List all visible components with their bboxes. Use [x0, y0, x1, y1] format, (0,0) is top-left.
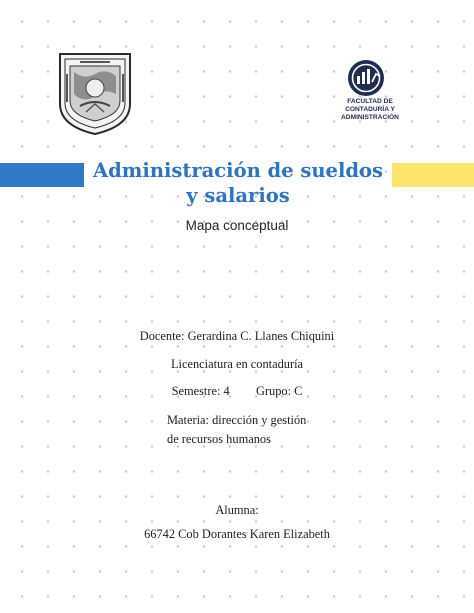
- title-band-yellow: [392, 163, 474, 187]
- fca-line-3: ADMINISTRACIÓN: [341, 114, 399, 121]
- alumna-label: Alumna:: [215, 503, 259, 517]
- alumna-name: 66742 Cob Dorantes Karen Elizabeth: [144, 527, 330, 541]
- university-seal-icon: [56, 50, 134, 136]
- fca-line-2: CONTADURÍA Y: [345, 106, 395, 113]
- title-band-blue: [0, 163, 84, 187]
- university-seal-logo: [56, 50, 134, 136]
- licenciatura-line: Licenciatura en contaduría: [170, 357, 304, 371]
- grupo-text: Grupo: C: [255, 384, 303, 398]
- materia-text: Materia: dirección y gestión de recursos humanos: [167, 413, 307, 446]
- fca-logo-text: [316, 98, 424, 122]
- document-title: Administración de sueldos y salarios: [93, 159, 383, 207]
- fca-logo-icon: [330, 58, 402, 98]
- semestre-text: Semestre: 4: [171, 384, 230, 398]
- fca-line-1: FACULTAD DE: [347, 98, 393, 105]
- semestre-grupo-line: [0, 384, 474, 399]
- docente-line: Docente: Gerardina C. Llanes Chiquini: [139, 329, 335, 343]
- document-subtitle: Mapa conceptual: [185, 218, 289, 233]
